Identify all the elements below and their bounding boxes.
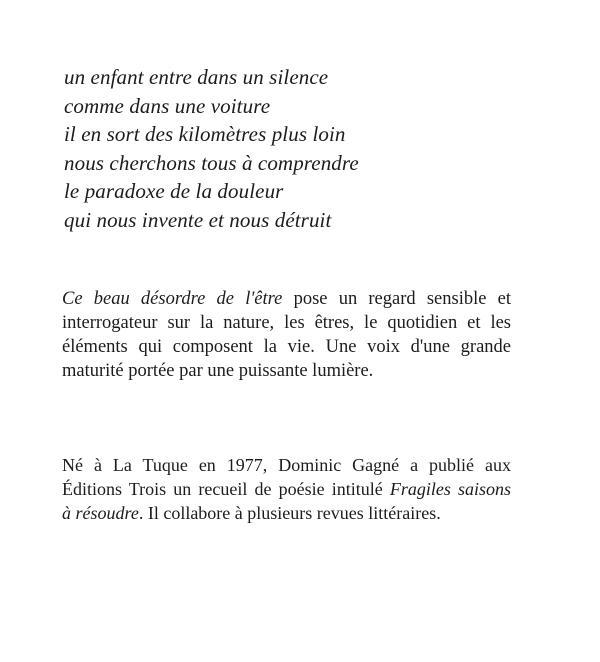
book-title: Ce beau désordre de l'être: [62, 289, 283, 309]
poem-line: il en sort des kilomètres plus loin: [64, 122, 346, 147]
poem-line: comme dans une voiture: [64, 93, 271, 118]
description-line: éléments qui composent la vie. Une voix d'une grande: [62, 337, 511, 357]
book-description: [62, 287, 511, 383]
previous-book-title-part1: Fragiles saisons: [389, 479, 511, 499]
poem-excerpt: [64, 63, 544, 235]
author-biography: [62, 453, 511, 525]
biography-line: Né à La Tuque en 1977, Dominic Gagné a publié aux: [62, 455, 511, 475]
poem-line: nous cherchons tous à comprendre: [64, 150, 359, 175]
previous-book-title-part2: à résoudre: [62, 503, 139, 523]
poem-line: qui nous invente et nous détruit: [64, 207, 332, 232]
description-line: maturité portée par une puissante lumière.: [62, 361, 374, 381]
poem-line: le paradoxe de la douleur: [64, 179, 284, 204]
poem-line: un enfant entre dans un silence: [64, 65, 329, 89]
description-line: interrogateur sur la nature, les êtres, le quotidien et les: [62, 313, 511, 333]
biography-line: Éditions Trois un recueil de poésie intitulé Fragiles saisons: [62, 479, 511, 499]
description-line: Ce beau désordre de l'être pose un regard sensible et: [62, 289, 512, 309]
biography-line: à résoudre. Il collabore à plusieurs revues littéraires.: [62, 503, 441, 523]
